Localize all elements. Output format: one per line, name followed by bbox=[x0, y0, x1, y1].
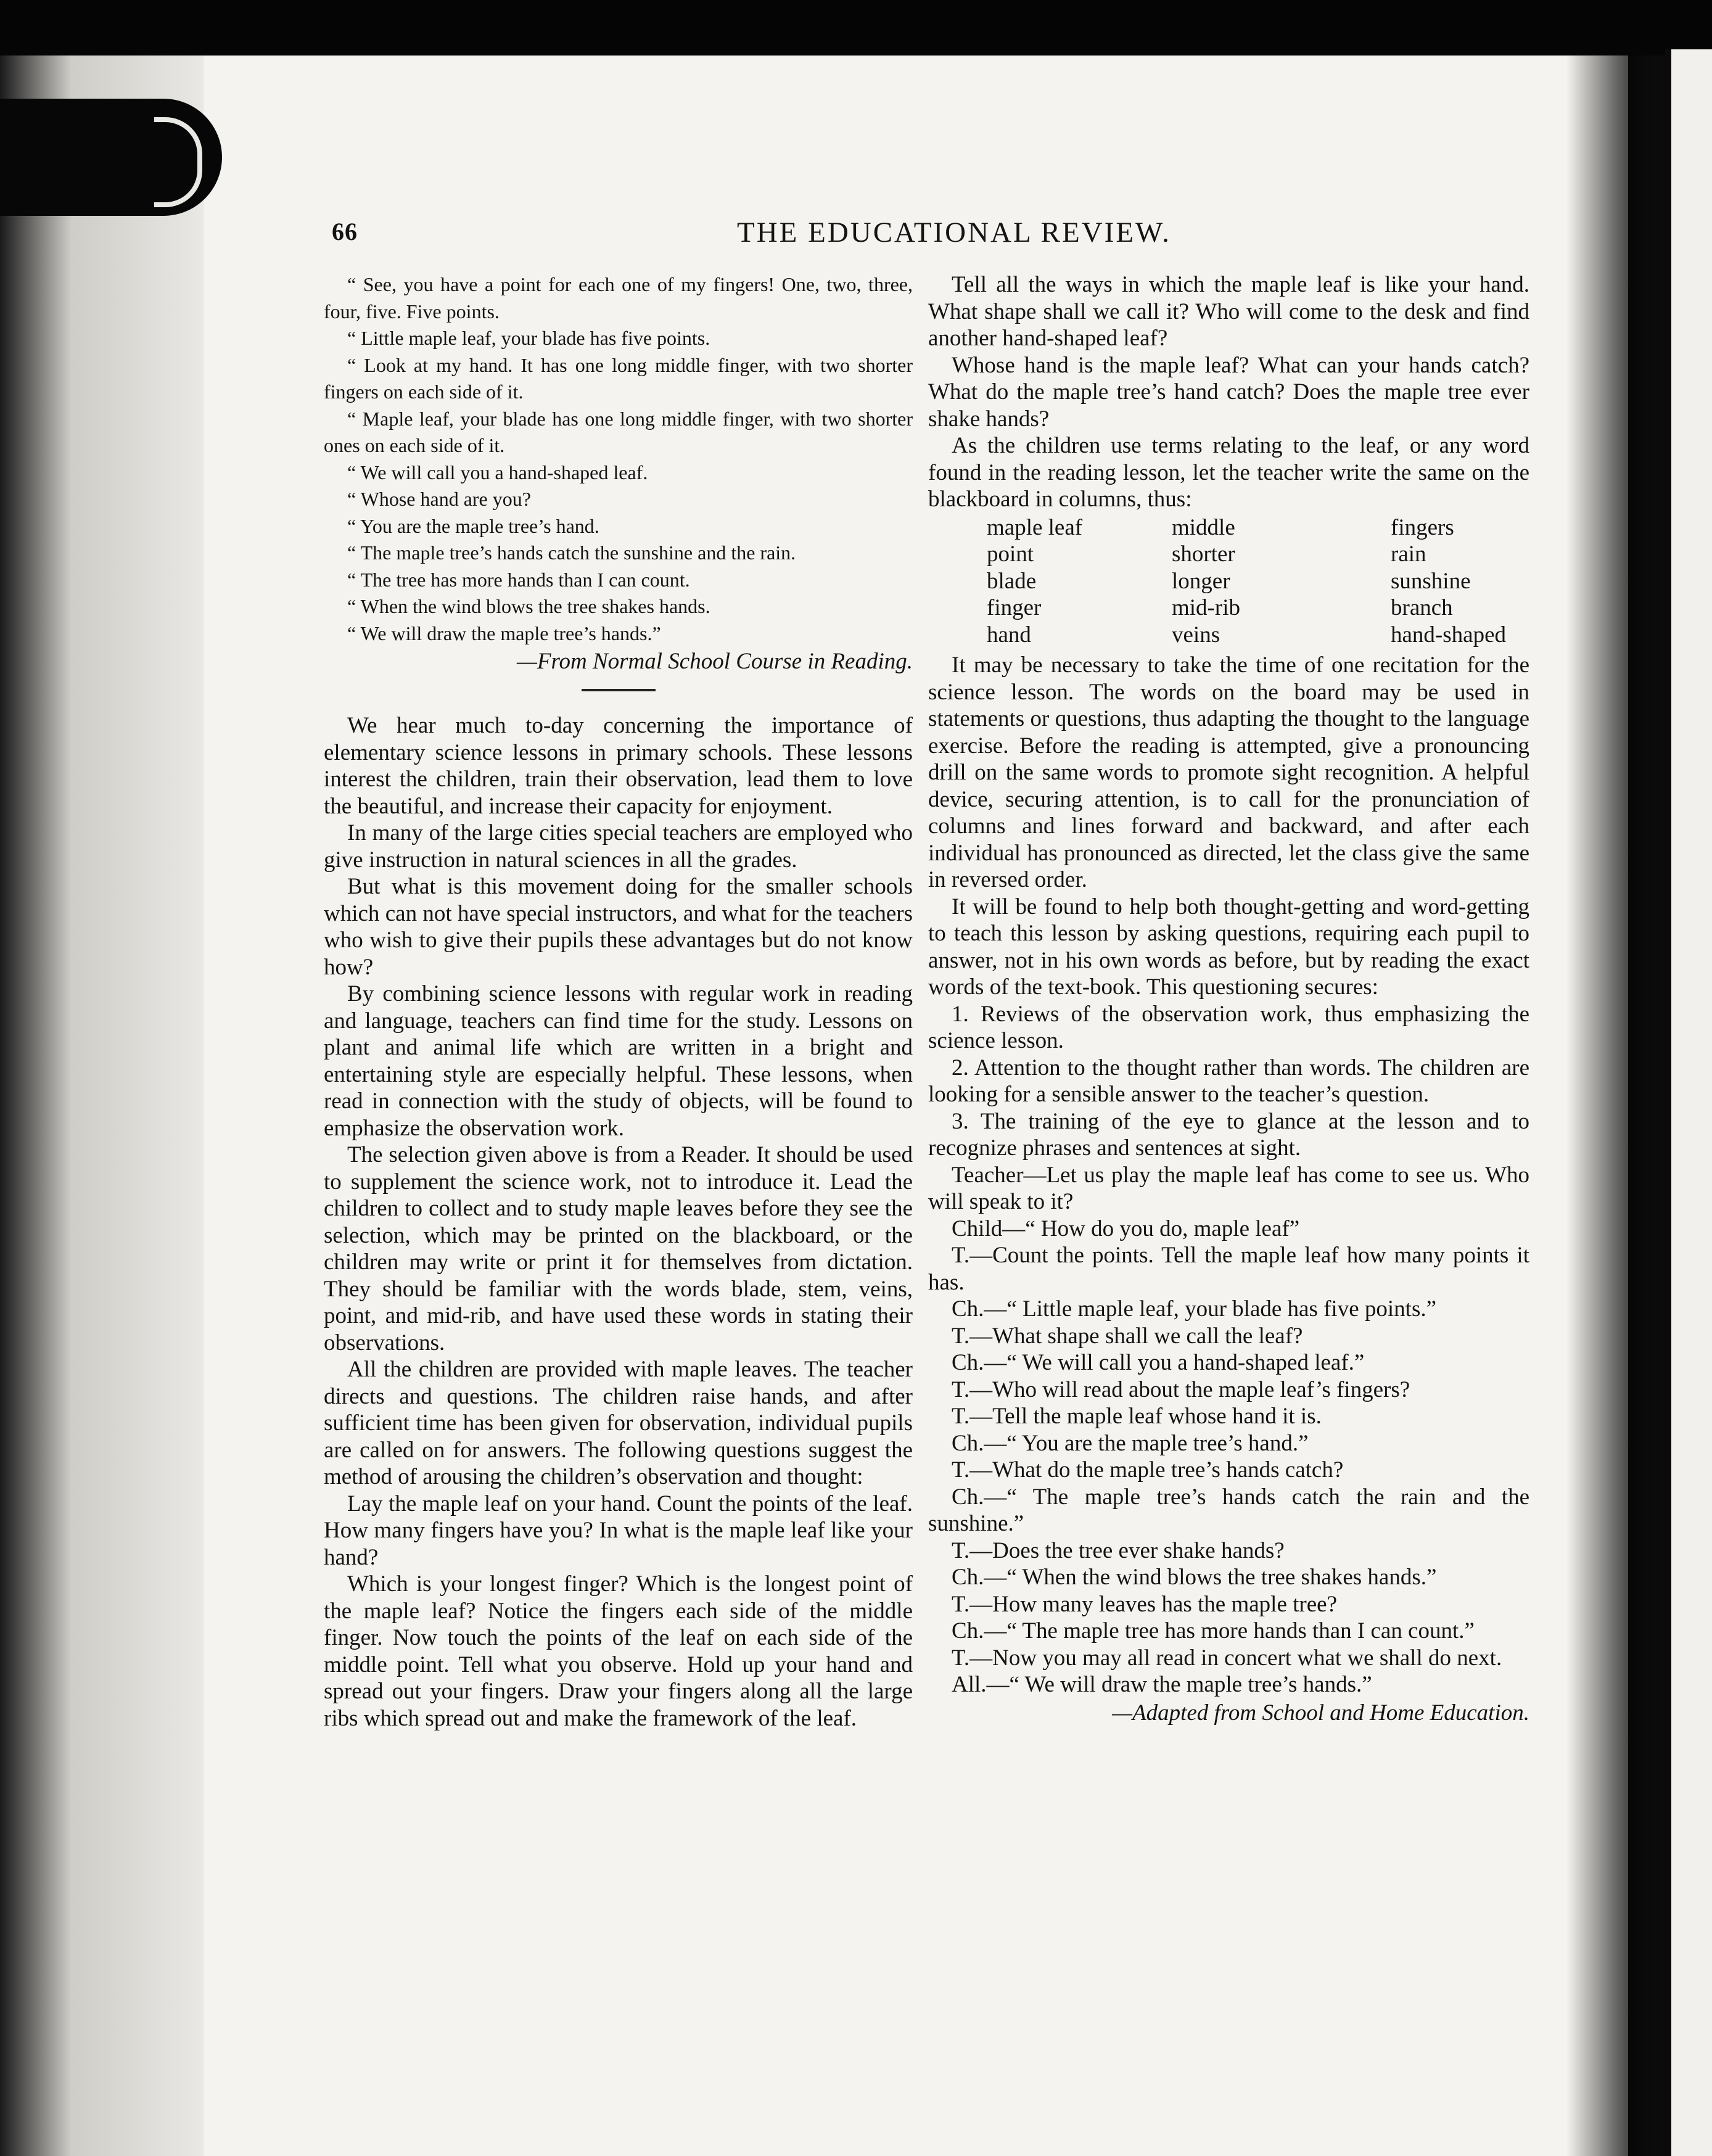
poem-line: “ Little maple leaf, your blade has five points. bbox=[347, 327, 710, 349]
left-page-margin bbox=[0, 56, 204, 2156]
word-cell: middle bbox=[1172, 514, 1235, 540]
dialogue-line: T.—What do the maple tree’s hands catch? bbox=[952, 1457, 1344, 1483]
dialogue-line: T.—Tell the maple leaf whose hand it is. bbox=[952, 1404, 1322, 1429]
dialogue-line: Teacher—Let us play the maple leaf has come to see us. Who will speak to it? bbox=[928, 1162, 1529, 1214]
dialogue-line: Ch.—“ The maple tree has more hands than I can count.” bbox=[952, 1618, 1475, 1644]
running-title: THE EDUCATIONAL REVIEW. bbox=[737, 216, 1171, 249]
word-cell: shorter bbox=[1172, 541, 1235, 567]
dialogue-line: Ch.—“ You are the maple tree’s hand.” bbox=[952, 1430, 1309, 1456]
poem-line: “ We will draw the maple tree’s hands.” bbox=[347, 622, 661, 644]
table-row bbox=[928, 514, 1529, 541]
section-divider bbox=[582, 689, 656, 691]
dialogue-line: T.—Count the points. Tell the maple leaf how many points it has. bbox=[928, 1243, 1529, 1295]
dialogue-line: Child—“ How do you do, maple leaf” bbox=[952, 1216, 1300, 1241]
page-number: 66 bbox=[332, 218, 358, 245]
word-cell: point bbox=[987, 541, 1034, 567]
word-cell: mid-rib bbox=[1172, 595, 1240, 620]
poem-line: “ The maple tree’s hands catch the sunshine and the rain. bbox=[347, 541, 796, 564]
gutter-shadow bbox=[1566, 56, 1653, 2156]
poem-line: “ The tree has more hands than I can count. bbox=[347, 568, 690, 591]
dialogue-line: Ch.—“ When the wind blows the tree shakes hands.” bbox=[952, 1565, 1437, 1590]
dialogue-line: T.—How many leaves has the maple tree? bbox=[952, 1591, 1337, 1617]
table-row bbox=[928, 595, 1529, 622]
numbered-item: 1. Reviews of the observation work, thus emphasizing the science lesson. bbox=[928, 1001, 1529, 1053]
word-cell: hand-shaped bbox=[1391, 622, 1506, 648]
dialogue-line: T.—What shape shall we call the leaf? bbox=[952, 1323, 1303, 1349]
dialogue-line: T.—Now you may all read in concert what we shall do next. bbox=[952, 1645, 1502, 1671]
word-cell: sunshine bbox=[1391, 568, 1471, 594]
dialogue-line: T.—Who will read about the maple leaf’s fingers? bbox=[952, 1376, 1410, 1402]
poem-line: “ We will call you a hand-shaped leaf. bbox=[347, 461, 648, 483]
word-cell: rain bbox=[1391, 541, 1426, 567]
left-column bbox=[324, 271, 913, 1732]
table-row bbox=[928, 568, 1529, 595]
dialogue-block bbox=[928, 1162, 1529, 1698]
word-cell: maple leaf bbox=[987, 514, 1083, 540]
article-attribution: —Adapted from School and Home Education. bbox=[1112, 1700, 1529, 1726]
word-cell: longer bbox=[1172, 568, 1230, 594]
poem-line: “ Maple leaf, your blade has one long middle finger, with two shorter ones on each side of it. bbox=[324, 407, 913, 456]
paragraph: The selection given above is from a Reader. It should be used to supplement the science work, not to introduce it. Lead the children to collect and to study maple leaves before they see the selection, which may be printed on the blackboard, or the children may write or print it for themselves from dictation. They should be familiar with the words blade, stem, veins, point, and mid-rib, and have used these words in stating their observations. bbox=[324, 1142, 913, 1356]
poem-line: “ Look at my hand. It has one long middle finger, with two shorter fingers on each side of it. bbox=[324, 353, 913, 403]
paragraph: It may be necessary to take the time of one recitation for the science lesson. The words on the board may be used in statements or questions, thus adapting the thought to the language exercise. Before the reading is attempted, give a pronouncing drill on the same words to promote sight recognition. A helpful device, securing attention, is to call for the pronunciation of columns and lines forward and backward, and after each individual has pronounced as directed, let the class give the same in reversed order. bbox=[928, 652, 1529, 892]
dialogue-line: T.—Does the tree ever shake hands? bbox=[952, 1537, 1285, 1563]
poem-attribution: —From Normal School Course in Reading. bbox=[516, 649, 913, 674]
word-cell: blade bbox=[987, 568, 1037, 594]
poem-line: “ When the wind blows the tree shakes hands. bbox=[347, 595, 710, 617]
word-cell: finger bbox=[987, 595, 1042, 620]
dialogue-line: Ch.—“ Little maple leaf, your blade has five points.” bbox=[952, 1296, 1437, 1322]
dialogue-line: Ch.—“ We will call you a hand-shaped leaf.” bbox=[952, 1350, 1365, 1375]
numbered-item: 3. The training of the eye to glance at the lesson and to recognize phrases and sentences at sight. bbox=[928, 1108, 1529, 1161]
dialogue-line: Ch.—“ The maple tree’s hands catch the rain and the sunshine.” bbox=[928, 1484, 1529, 1536]
paragraph: Whose hand is the maple leaf? What can your hands catch? What do the maple tree’s hand catch? Does the maple tree ever shake hands? bbox=[928, 352, 1529, 432]
table-row bbox=[928, 541, 1529, 568]
word-columns-table bbox=[928, 514, 1529, 649]
paragraph: In many of the large cities special teachers are employed who give instruction in natural sciences in all the grades. bbox=[324, 820, 913, 873]
scan-top-border bbox=[0, 0, 1712, 56]
poem-block bbox=[324, 271, 913, 675]
paragraph: It will be found to help both thought-getting and word-getting to teach this lesson by asking questions, requiring each pupil to answer, not in his own words as before, but by reading the exact words of the text-book. This questioning secures: bbox=[928, 894, 1529, 1000]
poem-line: “ You are the maple tree’s hand. bbox=[347, 514, 599, 537]
paragraph: Lay the maple leaf on your hand. Count the points of the leaf. How many fingers have you? In what is the maple leaf like your hand? bbox=[324, 1491, 913, 1570]
paragraph: As the children use terms relating to the leaf, or any word found in the reading lesson, let the teacher write the same on the blackboard in columns, thus: bbox=[928, 433, 1529, 512]
paragraph: By combining science lessons with regular work in reading and language, teachers can find time for the study. Lessons on plant and animal life which are written in a bright and entertaining style are especially helpful. These lessons, when read in connection with the study of objects, will be found to emphasize the observation work. bbox=[324, 981, 913, 1141]
poem-line: “ Whose hand are you? bbox=[347, 488, 531, 510]
table-row bbox=[928, 622, 1529, 649]
facing-page-edge bbox=[1665, 49, 1712, 2156]
word-cell: fingers bbox=[1391, 514, 1454, 540]
numbered-item: 2. Attention to the thought rather than words. The children are looking for a sensible answer to the teacher’s question. bbox=[928, 1055, 1529, 1107]
word-cell: veins bbox=[1172, 622, 1220, 648]
right-column bbox=[928, 271, 1529, 1727]
dialogue-line: All.—“ We will draw the maple tree’s hands.” bbox=[952, 1672, 1372, 1697]
paragraph: Tell all the ways in which the maple leaf is like your hand. What shape shall we call it? Who will come to the desk and find another hand-shaped leaf? bbox=[928, 272, 1529, 351]
poem-line: “ See, you have a point for each one of my fingers! One, two, three, four, five. Five points. bbox=[324, 273, 913, 323]
word-cell: branch bbox=[1391, 595, 1453, 620]
paragraph: We hear much to-day concerning the importance of elementary science lessons in primary schools. These lessons interest the children, train their observation, lead them to love the beautiful, and increase their capacity for enjoyment. bbox=[324, 713, 913, 819]
paragraph: But what is this movement doing for the smaller schools which can not have special instructors, and what for the teachers who wish to give their pupils these advantages but do not know how? bbox=[324, 874, 913, 980]
word-cell: hand bbox=[987, 622, 1031, 648]
paragraph: All the children are provided with maple leaves. The teacher directs and questions. The children raise hands, and after sufficient time has been given for observation, individual pupils are called on for answers. The following questions suggest the method of arousing the children’s observation and thought: bbox=[324, 1357, 913, 1489]
paragraph: Which is your longest finger? Which is the longest point of the maple leaf? Notice the fingers each side of the middle finger. Now touch the points of the leaf on each side of the middle point. Tell what you observe. Hold up your hand and spread out your fingers. Draw your fingers along all the large ribs which spread out and make the framework of the leaf. bbox=[324, 1571, 913, 1731]
